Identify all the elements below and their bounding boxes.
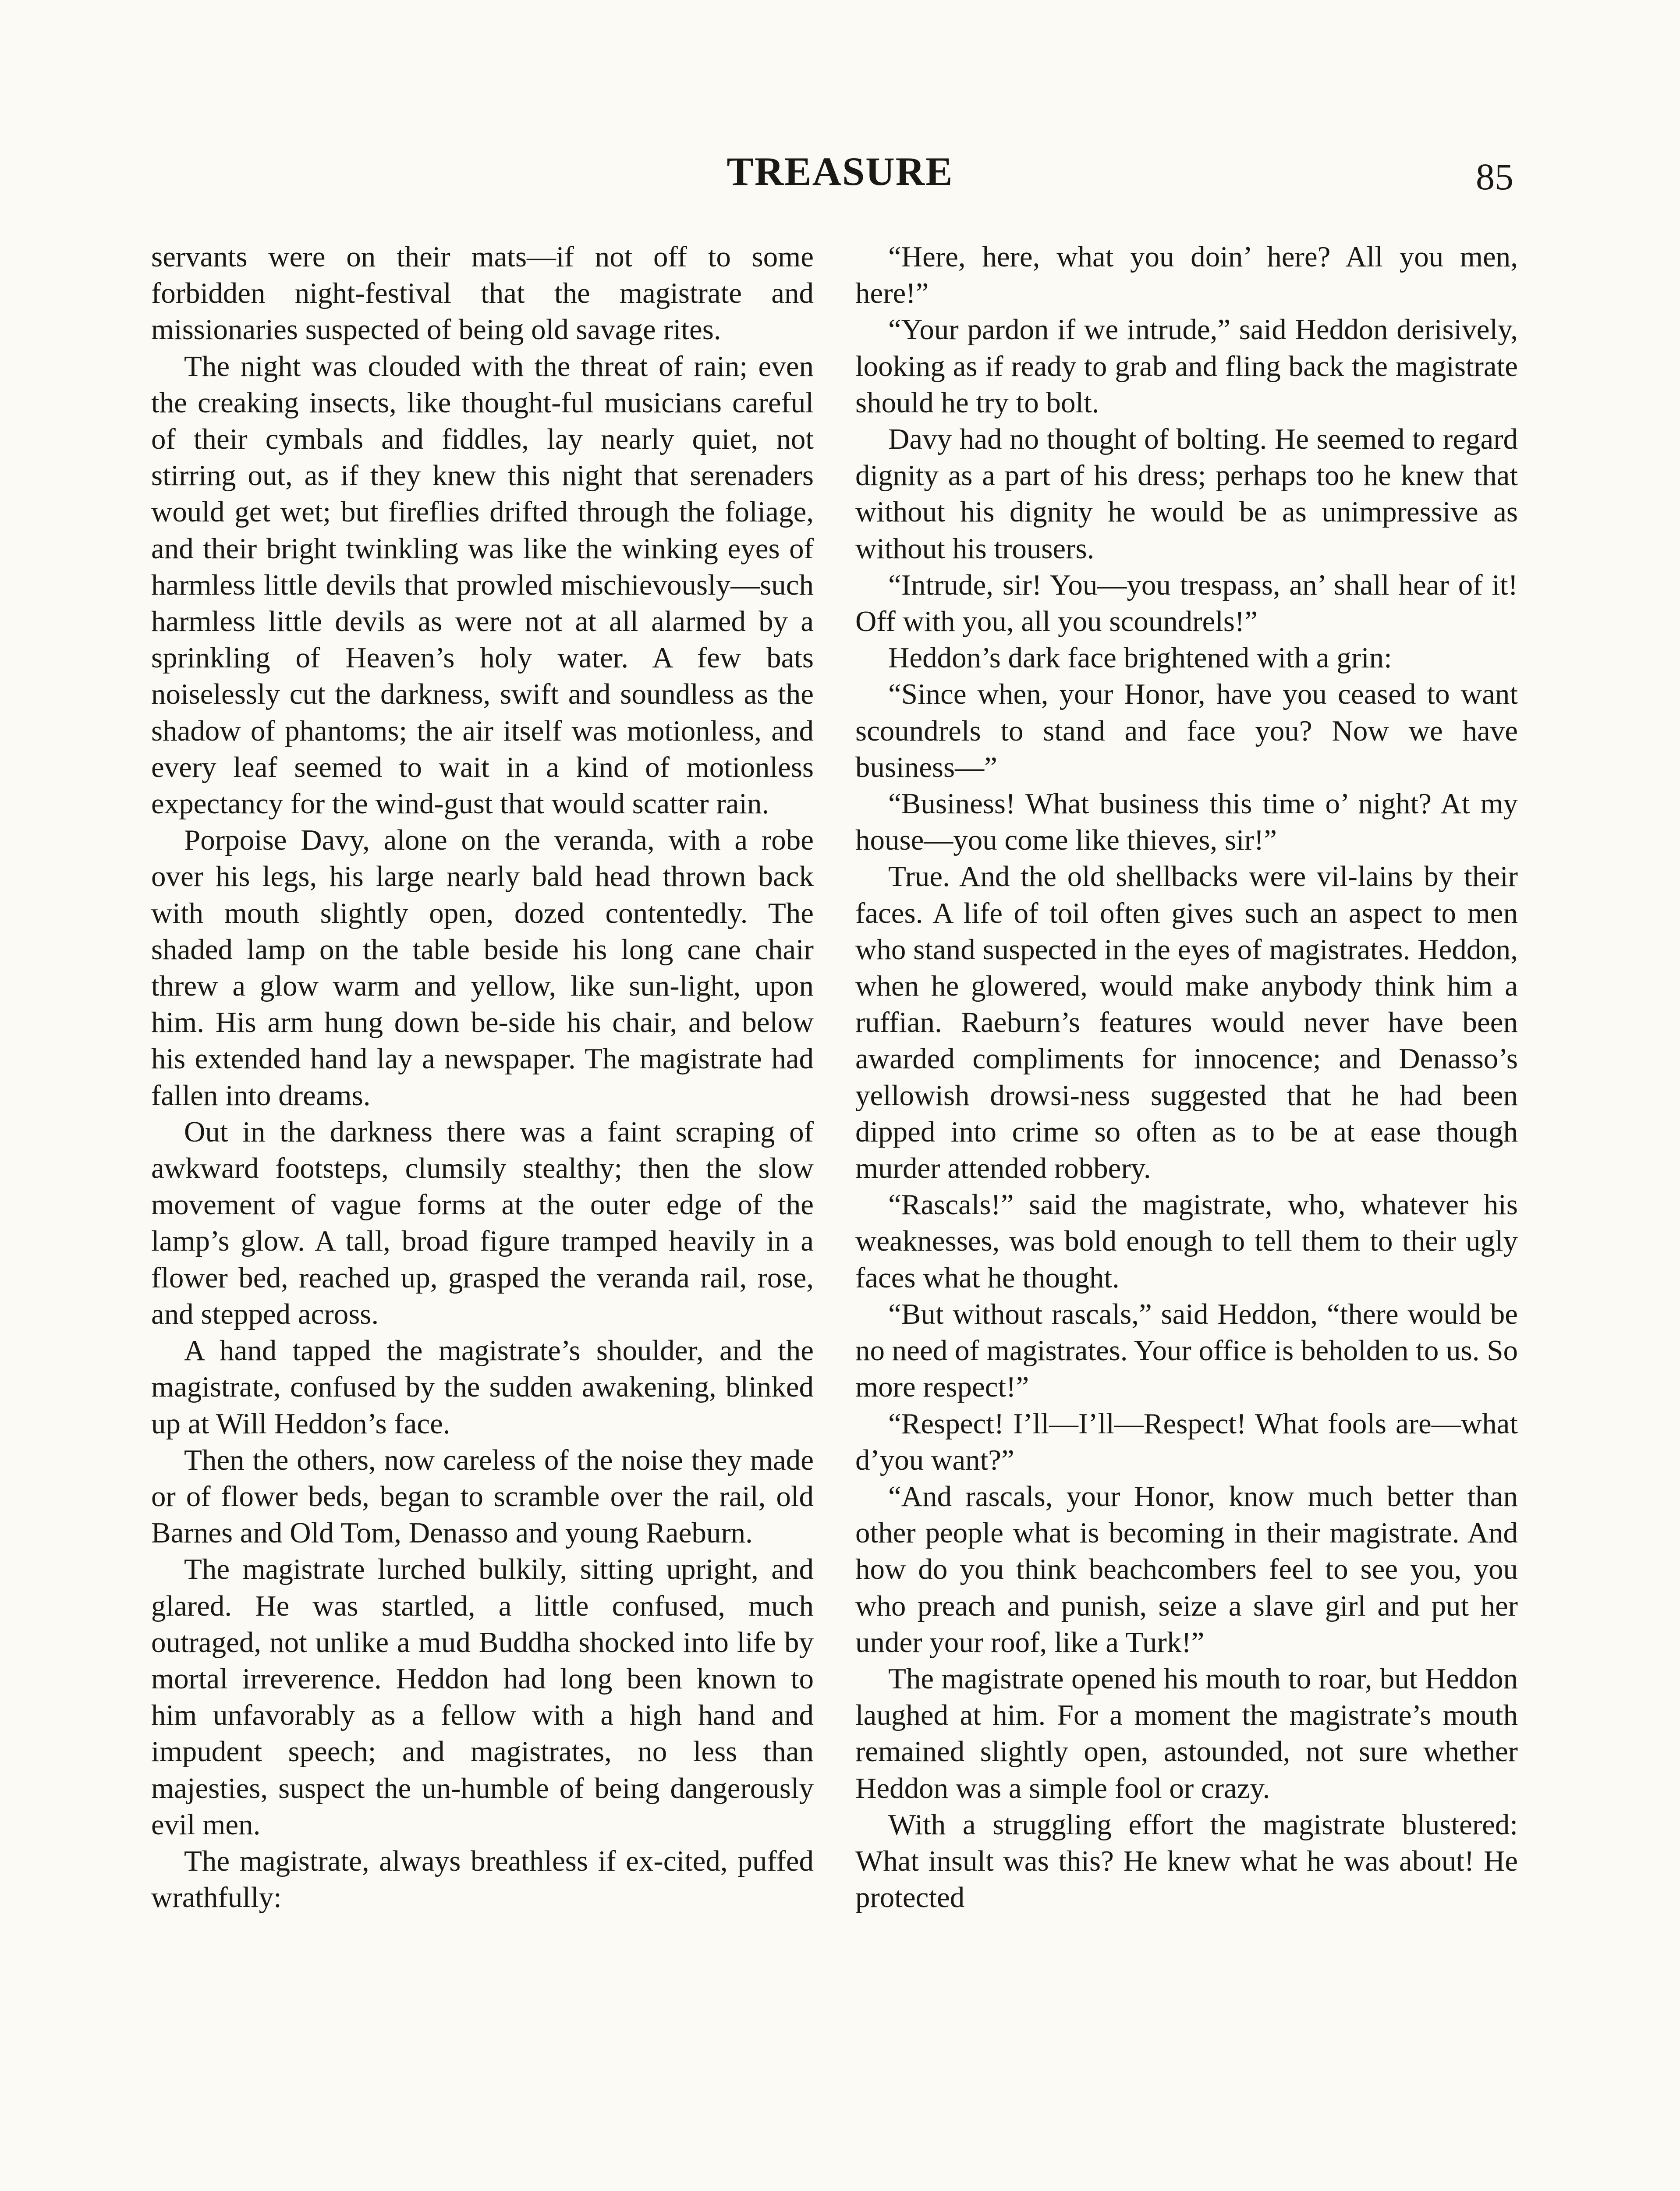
paragraph: The magistrate, always breathless if ex-cited, puffed wrathfully: — [151, 1844, 814, 1914]
paragraph: “Intrude, sir! You—you trespass, an’ shall hear of it! Off with you, all you scoundrels!” — [855, 568, 1518, 638]
paragraph: With a struggling effort the magistrate blustered: What insult was this? He knew what he was about! He protected — [855, 1808, 1518, 1914]
paragraph: Out in the darkness there was a faint scraping of awkward footsteps, clumsily stealthy; then the slow movement of vague forms at the outer edge of the lamp’s glow. A tall, broad figure tramped heavily in a flower bed, reached up, grasped the veranda rail, rose, and stepped across. — [151, 1115, 814, 1330]
paragraph: The magistrate opened his mouth to roar, but Heddon laughed at him. For a moment the magistrate’s mouth remained slightly open, astounded, not sure whether Heddon was a simple fool or crazy. — [855, 1662, 1518, 1805]
paragraph: The night was clouded with the threat of rain; even the creaking insects, like thought-ful musicians careful of their cymbals and fiddles, lay nearly quiet, not stirring out, as if they knew this night that serenaders would get wet; but fireflies drifted through the foliage, and their bright twinkling was like the winking eyes of harmless little devils that prowled mischievously—such harmless little devils as were not at all alarmed by a sprinkling of Heaven’s holy water. A few bats noiselessly cut the darkness, swift and soundless as the shadow of phantoms; the air itself was motionless, and every leaf seemed to wait in a kind of motionless expectancy for the wind-gust that would scatter rain. — [151, 350, 814, 820]
paragraph: “Your pardon if we intrude,” said Heddon derisively, looking as if ready to grab and fling back the magistrate should he try to bolt. — [855, 313, 1518, 419]
paragraph: Then the others, now careless of the noise they made or of flower beds, began to scramble over the rail, old Barnes and Old Tom, Denasso and young Raeburn. — [151, 1443, 814, 1549]
paragraph: “Business! What business this time o’ night? At my house—you come like thieves, sir!” — [855, 787, 1518, 857]
running-title: TREASURE — [727, 149, 953, 194]
paragraph: The magistrate lurched bulkily, sitting upright, and glared. He was startled, a little confused, much outraged, not unlike a mud Buddha shocked into life by mortal irreverence. Heddon had long been known to him unfavorably as a fellow with a high hand and impudent speech; and magistrates, no less than majesties, suspect the un-humble of being dangerously evil men. — [151, 1553, 814, 1841]
paragraph: Porpoise Davy, alone on the veranda, with a robe over his legs, his large nearly bald head thrown back with mouth slightly open, dozed contentedly. The shaded lamp on the table beside his long cane chair threw a glow warm and yellow, like sun-light, upon him. His arm hung down be-side his chair, and below his extended hand lay a newspaper. The magistrate had fallen into dreams. — [151, 824, 814, 1112]
paragraph: “Respect! I’ll—I’ll—Respect! What fools are—what d’you want?” — [855, 1407, 1518, 1476]
paragraph: servants were on their mats—if not off to some forbidden night-festival that the magistrate and missionaries suspected of being old savage rites. — [151, 241, 814, 346]
paragraph: “But without rascals,” said Heddon, “there would be no need of magistrates. Your office is beholden to us. So more respect!” — [855, 1298, 1518, 1404]
page-number: 85 — [1476, 156, 1513, 198]
paragraph: “And rascals, your Honor, know much better than other people what is becoming in their magistrate. And how do you think beachcombers feel to see you, you who preach and punish, seize a slave girl and put her under your roof, like a Turk!” — [855, 1480, 1518, 1659]
left-column — [151, 239, 814, 1916]
paragraph: Heddon’s dark face brightened with a grin: — [888, 642, 1392, 674]
paragraph: “Since when, your Honor, have you ceased to want scoundrels to stand and face you? Now we have business—” — [855, 678, 1518, 784]
paragraph: “Here, here, what you doin’ here? All you men, here!” — [855, 241, 1518, 310]
paragraph: Davy had no thought of bolting. He seemed to regard dignity as a part of his dress; perhaps too he knew that without his dignity he would be as unimpressive as without his trousers. — [855, 423, 1518, 565]
paragraph: True. And the old shellbacks were vil-lains by their faces. A life of toil often gives such an aspect to men who stand suspected in the eyes of magistrates. Heddon, when he glowered, would make anybody think him a ruffian. Raeburn’s features would never have been awarded compliments for innocence; and Denasso’s yellowish drowsi-ness suggested that he had been dipped into crime so often as to be at ease though murder attended robbery. — [855, 860, 1518, 1185]
right-column — [855, 239, 1518, 1916]
paragraph: “Rascals!” said the magistrate, who, whatever his weaknesses, was bold enough to tell them to their ugly faces what he thought. — [855, 1188, 1518, 1294]
paragraph: A hand tapped the magistrate’s shoulder, and the magistrate, confused by the sudden awakening, blinked up at Will Heddon’s face. — [151, 1334, 814, 1440]
